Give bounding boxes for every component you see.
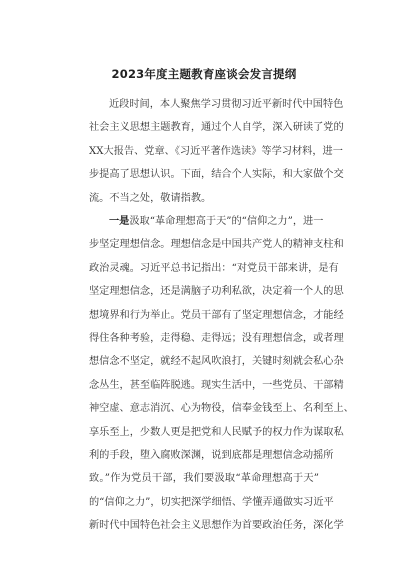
text-line: 政治灵魂。习近平总书记指出：“对党员干部来讲，是有 bbox=[89, 262, 339, 274]
paragraph-point-one bbox=[89, 210, 354, 537]
text-line: 流。不当之处，敬请指教。 bbox=[89, 192, 212, 204]
text-line: 的“信仰之力”，切实把深学细悟、学懂弄通做实习近平 bbox=[89, 496, 334, 508]
text-line: 利的手段，堕入腐败深渊，说到底都是理想信念动摇所 bbox=[89, 449, 334, 461]
text-line: 神空虚、意志消沉、心为物役，信奉金钱至上、名利至上、 bbox=[89, 403, 354, 415]
point-lead: 一是 bbox=[109, 216, 130, 227]
paragraph-intro bbox=[89, 93, 344, 210]
text-line: 近段时间，本人聚焦学习贯彻习近平新时代中国特色 bbox=[109, 99, 344, 110]
text-line: 社会主义思想主题教育，通过个人自学，深入研读了党的 bbox=[89, 122, 344, 134]
text-line: 得住各种考验，走得稳、走得远；没有理想信念，或者理 bbox=[89, 332, 344, 344]
text-line: 坚定理想信念，还是满脑子功利私欲，决定着一个人的思 bbox=[89, 286, 344, 298]
text-line: 想信念不坚定，就经不起风吹浪打，关键时刻就会私心杂 bbox=[89, 356, 344, 368]
text-line-rest: 汲取“革命理想高于天”的“信仰之力”，进一 bbox=[129, 216, 324, 227]
text-line: 念丛生，甚至临阵脱逃。现实生活中，一些党员、干部精 bbox=[89, 379, 344, 391]
text-line: 步提高了思想认识。下面，结合个人实际，和大家做个交 bbox=[89, 169, 344, 181]
text-line: 新时代中国特色社会主义思想作为首要政治任务，深化学 bbox=[89, 520, 344, 532]
text-line: 想境界和行为举止。党员干部有了坚定理想信念，才能经 bbox=[89, 309, 344, 321]
text-line: 致。”作为党员干部，我们要汲取“革命理想高于天” bbox=[89, 473, 319, 485]
text-line: XX大报告、党章、《习近平著作选读》等学习材料，进一 bbox=[89, 145, 343, 157]
text-line: 享乐至上，少数人更是把党和人民赋予的权力作为谋取私 bbox=[89, 426, 344, 438]
document-title: 2023年度主题教育座谈会发言提纲 bbox=[111, 67, 297, 81]
text-line: 步坚定理想信念。理想信念是中国共产党人的精神支柱和 bbox=[89, 239, 344, 251]
text-line bbox=[89, 210, 324, 233]
